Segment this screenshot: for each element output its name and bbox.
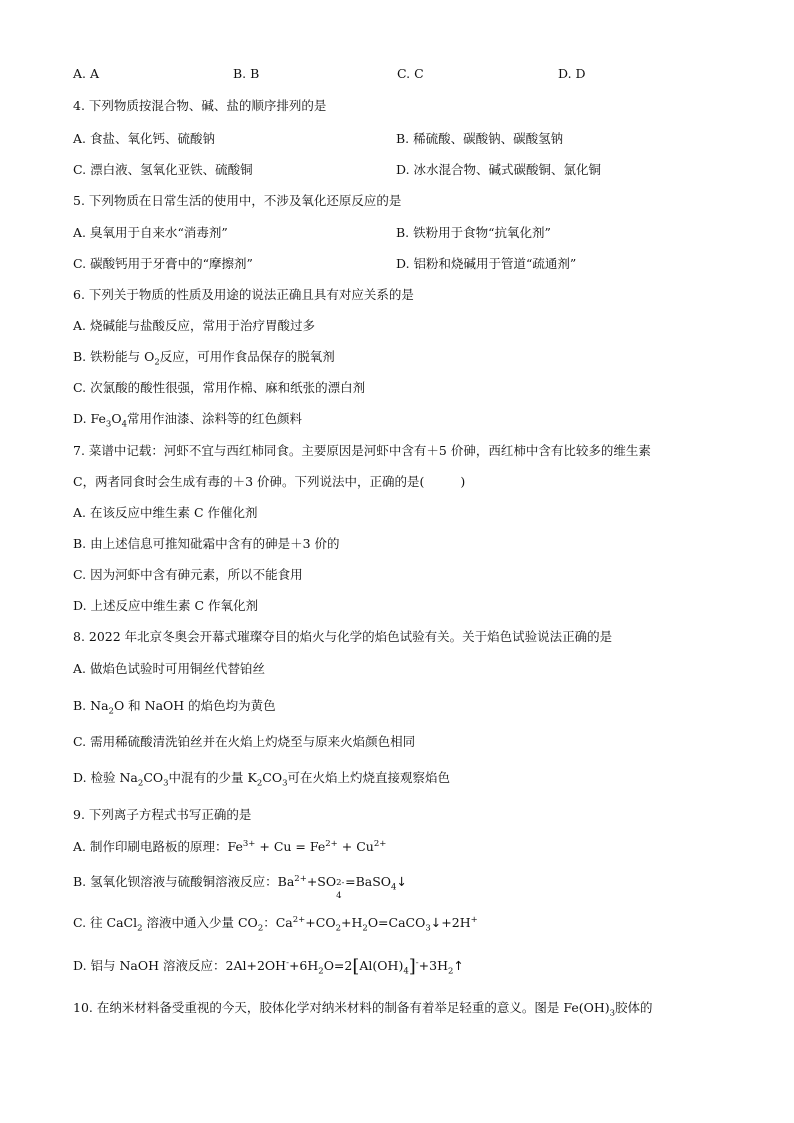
q9-b-sup1: 2+	[294, 873, 307, 884]
q7-option-c: C. 因为河虾中含有砷元素，所以不能食用	[73, 567, 303, 582]
q9-option-b: B. 氢氧化钡溶液与硫酸铜溶液反应：$Ba^{2+}+SO$ 2- 4 =BaSO$_4$↓	[73, 873, 407, 901]
q8-option-c: C. 需用稀硫酸清洗铂丝并在火焰上灼烧至与原来火焰颜色相同	[73, 734, 416, 749]
q9-d-text4: Al(OH)	[359, 958, 404, 973]
q8-d-sub2: 3	[163, 778, 169, 789]
q9-stem: 9. 下列离子方程式书写正确的是	[73, 807, 252, 822]
q9-c-sub4: 2	[362, 923, 368, 934]
q8-stem: 8. 2022 年北京冬奥会开幕式璀璨夺目的焰火与化学的焰色试验有关。关于焰色试验说法正确的是	[73, 629, 613, 644]
q6-d-text3: 常用作油漆、涂料等的红色颜料	[127, 411, 303, 426]
q8-d-text2: CO	[143, 770, 164, 785]
q9-d-text1: D. 铝与 NaOH 溶液反应：2Al+2OH	[73, 958, 287, 973]
q9-d-sup2: -	[415, 957, 419, 968]
q6-b-text2: 反应，可用作食品保存的脱氧剂	[159, 349, 335, 364]
q6-option-d	[73, 410, 302, 428]
q9-c-text3: ：Ca	[263, 915, 293, 930]
q9-b-text3: =BaSO	[345, 874, 392, 889]
q8-d-text4: CO	[262, 770, 283, 785]
q4-option-d: D. 冰水混合物、碱式碳酸铜、氯化铜	[396, 162, 602, 177]
q7-option-d: D. 上述反应中维生素 C 作氧化剂	[73, 598, 259, 613]
q6-b-sub: 2	[154, 357, 160, 368]
q9-c-sub1: 2	[137, 923, 143, 934]
q9-d-text2: +6H	[288, 958, 319, 973]
q9-c-text7: +2H	[441, 915, 471, 930]
q9-d-sub1: 2	[318, 966, 324, 977]
q9-a-text2: + Cu = Fe	[255, 839, 326, 854]
q9-b-text1: B. 氢氧化钡溶液与硫酸铜溶液反应：Ba	[73, 874, 295, 889]
up-arrow-icon: ↑	[453, 958, 464, 973]
q9-c-sup2: +	[470, 914, 478, 925]
q9-d-text3: O=2	[323, 958, 353, 973]
q6-d-text2: O	[111, 411, 122, 426]
q9-c-sub3: 2	[335, 923, 342, 934]
q9-a-text3: + Cu	[337, 839, 374, 854]
q8-option-b	[73, 697, 276, 715]
q9-c-text5: +H	[341, 915, 363, 930]
q9-option-c	[73, 914, 478, 932]
q7-stem-line1: 7. 菜谱中记载：河虾不宜与西红柿同食。主要原因是河虾中含有＋5 价砷，西红柿中含有比较多的维生素	[73, 443, 651, 458]
q5-option-b: B. 铁粉用于食物“抗氧化剂”	[396, 225, 551, 240]
q5-option-a: A. 臭氧用于自来水“消毒剂”	[73, 225, 228, 240]
q8-d-text3: 中混有的少量 K	[168, 770, 257, 785]
q9-option-d	[73, 957, 464, 976]
q9-d-sub2: 4	[403, 966, 409, 977]
q4-row-cd	[73, 161, 734, 179]
q3-option-d: D. D	[558, 66, 586, 81]
q8-d-sub3: 2	[256, 778, 263, 789]
q9-c-text2: 溶液中通入少量 CO	[142, 915, 258, 930]
q8-b-sub: 2	[108, 706, 114, 717]
q9-b-sub3: 4	[391, 882, 397, 893]
q6-b-text1: B. 铁粉能与 O	[73, 349, 155, 364]
q5-row-cd	[73, 255, 734, 273]
q7-stem-close: )	[460, 474, 466, 489]
q3-option-b: B. B	[233, 66, 260, 81]
q4-row-ab	[73, 130, 734, 148]
q9-c-text1: C. 往 CaCl	[73, 915, 138, 930]
q5-row-ab	[73, 224, 734, 242]
q3-option-c: C. C	[397, 66, 424, 81]
q8-b-text2: O 和 NaOH 的焰色均为黄色	[113, 698, 276, 713]
q9-d-bracket-open: [	[352, 956, 360, 977]
q9-a-sup2: 2+	[325, 838, 338, 849]
q6-option-b	[73, 348, 335, 366]
q5-option-c: C. 碳酸钙用于牙膏中的“摩擦剂”	[73, 256, 253, 271]
q10-stem	[73, 999, 653, 1017]
q3-option-a: A. A	[73, 66, 100, 81]
q8-option-d	[73, 769, 450, 787]
q9-c-text6: O=CaCO	[367, 915, 426, 930]
q9-d-sub3: 2	[448, 966, 454, 977]
q5-stem: 5. 下列物质在日常生活的使用中，不涉及氧化还原反应的是	[73, 193, 402, 208]
q4-option-c: C. 漂白液、氢氧化亚铁、硫酸铜	[73, 162, 253, 177]
q8-d-text5: 可在火焰上灼烧直接观察焰色	[287, 770, 451, 785]
q7-option-b: B. 由上述信息可推知砒霜中含有的砷是＋3 价的	[73, 536, 340, 551]
q6-stem: 6. 下列关于物质的性质及用途的说法正确且具有对应关系的是	[73, 287, 414, 302]
q6-option-a: A. 烧碱能与盐酸反应，常用于治疗胃酸过多	[73, 318, 315, 333]
q9-c-sub2: 2	[257, 923, 264, 934]
q9-a-text1: A. 制作印刷电路板的原理：Fe	[73, 839, 243, 854]
q7-stem-text: C，两者同食时会生成有毒的＋3 价砷。下列说法中，正确的是(	[73, 474, 425, 489]
q10-text1: 10. 在纳米材料备受重视的今天，胶体化学对纳米材料的制备有着举足轻重的意义。图是 Fe(OH)	[73, 1000, 610, 1015]
q7-option-a: A. 在该反应中维生素 C 作催化剂	[73, 505, 258, 520]
q9-option-a	[73, 838, 386, 856]
q8-d-sub1: 2	[137, 778, 144, 789]
q9-c-sub5: 3	[425, 923, 431, 934]
q4-option-b: B. 稀硫酸、碳酸钠、碳酸氢钠	[396, 131, 564, 146]
q4-option-a: A. 食盐、氧化钙、硫酸钠	[73, 131, 215, 146]
q6-d-sub1: 3	[105, 419, 112, 430]
q8-b-text1: B. Na	[73, 698, 109, 713]
q9-d-bracket-close: ]	[408, 956, 416, 977]
q4-stem: 4. 下列物质按混合物、碱、盐的顺序排列的是	[73, 98, 327, 113]
q10-text2: 胶体的	[615, 1000, 653, 1015]
q6-option-c: C. 次氯酸的酸性很强，常用作棉、麻和纸张的漂白剂	[73, 380, 366, 395]
q9-a-sup1: 3+	[242, 838, 256, 849]
q9-d-text5: +3H	[418, 958, 448, 973]
q8-option-a: A. 做焰色试验时可用铜丝代替铂丝	[73, 661, 265, 676]
q9-a-sup3: 2+	[373, 838, 387, 849]
q5-option-d: D. 铝粉和烧碱用于管道“疏通剂”	[396, 256, 577, 271]
q9-c-text4: +CO	[305, 915, 336, 930]
q9-c-sup1: 2+	[292, 914, 306, 925]
down-arrow-icon: ↓	[430, 915, 442, 930]
q7-stem-line2	[73, 473, 465, 491]
q9-d-sup1: -	[286, 957, 289, 968]
q6-d-sub2: 4	[121, 419, 128, 430]
q6-d-text1: D. Fe	[73, 411, 106, 426]
q8-d-text1: D. 检验 Na	[73, 770, 138, 785]
down-arrow-icon: ↓	[396, 874, 407, 889]
q10-sub: 3	[609, 1008, 616, 1019]
q8-d-sub4: 3	[282, 778, 288, 789]
q9-b-text2: +SO	[306, 874, 337, 889]
